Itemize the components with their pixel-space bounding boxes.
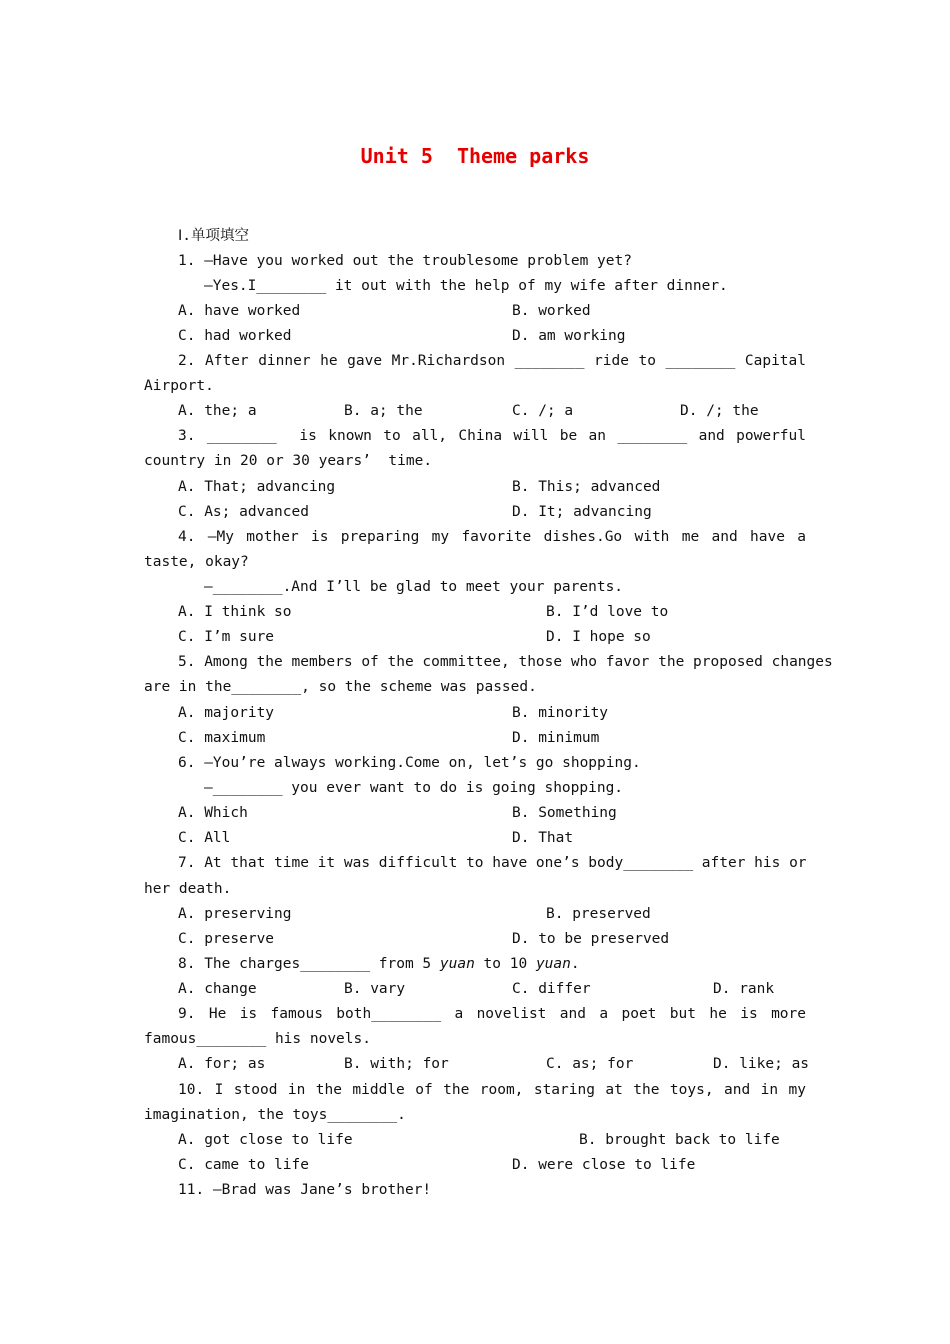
question-10-option-b: B. brought back to life (579, 1132, 780, 1148)
question-10-option-a: A. got close to life (178, 1132, 353, 1148)
page-title: Unit 5 Theme parks (360, 144, 590, 168)
question-1-reply: —Yes.I________ it out with the help of my wife after dinner. (204, 278, 728, 294)
question-4-option-c: C. I’m sure (178, 629, 275, 645)
question-9-option-c: C. as; for (546, 1056, 634, 1072)
question-2-option-b: B. a; the (344, 403, 423, 419)
question-7-option-c: C. preserve (178, 931, 275, 947)
question-1-option-d: D. am working (512, 328, 626, 344)
question-1-stem: 1. —Have you worked out the troublesome problem yet? (178, 253, 632, 269)
question-5-stem: 5. Among the members of the committee, those who favor the proposed changes (178, 654, 833, 670)
question-4-option-b: B. I’d love to (546, 604, 669, 620)
question-6-option-c: C. All (178, 830, 231, 846)
question-8-stem-part-3: . (570, 956, 580, 972)
question-8-option-b: B. vary (344, 981, 406, 997)
question-7-stem: 7. At that time it was difficult to have one’s body________ after his or (178, 855, 807, 871)
question-8-stem-part-2: to 10 (474, 956, 536, 972)
question-10-stem: 10. I stood in the middle of the room, staring at the toys, and in my (178, 1082, 806, 1098)
question-8-yuan-2: yuan (535, 956, 571, 972)
section-heading: Ⅰ.单项填空 (178, 228, 250, 244)
question-9-option-d: D. like; as (713, 1056, 810, 1072)
question-5-option-b: B. minority (512, 705, 609, 721)
question-8-stem (178, 954, 580, 974)
question-4-option-d: D. I hope so (546, 629, 651, 645)
question-11-stem: 11. —Brad was Jane’s brother! (178, 1182, 432, 1198)
question-4-option-a: A. I think so (178, 604, 292, 620)
question-6-option-b: B. Something (512, 805, 617, 821)
question-3-stem-continued: country in 20 or 30 years’ time. (144, 453, 433, 469)
question-7-option-a: A. preserving (178, 906, 292, 922)
question-7-option-d: D. to be preserved (512, 931, 670, 947)
question-1-option-b: B. worked (512, 303, 591, 319)
question-8-option-a: A. change (178, 981, 257, 997)
question-5-stem-continued: are in the________, so the scheme was passed. (144, 679, 537, 695)
question-3-option-d: D. It; advancing (512, 504, 652, 520)
question-3-option-c: C. As; advanced (178, 504, 309, 520)
question-9-stem-continued: famous________ his novels. (144, 1031, 371, 1047)
question-10-option-d: D. were close to life (512, 1157, 696, 1173)
question-3-option-b: B. This; advanced (512, 479, 661, 495)
question-2-option-d: D. /; the (680, 403, 759, 419)
question-1-option-a: A. have worked (178, 303, 301, 319)
question-4-reply: —________.And I’ll be glad to meet your parents. (204, 579, 624, 595)
question-5-option-d: D. minimum (512, 730, 600, 746)
question-2-option-a: A. the; a (178, 403, 257, 419)
question-9-option-a: A. for; as (178, 1056, 266, 1072)
question-6-reply: —________ you ever want to do is going shopping. (204, 780, 624, 796)
question-2-stem: 2. After dinner he gave Mr.Richardson ________ ride to ________ Capital (178, 353, 806, 369)
question-1-option-c: C. had worked (178, 328, 292, 344)
question-8-option-d: D. rank (713, 981, 775, 997)
question-6-option-a: A. Which (178, 805, 248, 821)
question-8-option-c: C. differ (512, 981, 591, 997)
question-5-option-c: C. maximum (178, 730, 266, 746)
question-6-stem: 6. —You’re always working.Come on, let’s go shopping. (178, 755, 641, 771)
question-9-stem: 9. He is famous both________ a novelist and a poet but he is more (178, 1006, 806, 1022)
question-5-option-a: A. majority (178, 705, 275, 721)
question-4-stem-continued: taste, okay? (144, 554, 249, 570)
question-2-option-c: C. /; a (512, 403, 574, 419)
question-10-option-c: C. came to life (178, 1157, 309, 1173)
question-3-stem: 3. ________ is known to all, China will be an ________ and powerful (178, 428, 806, 444)
question-7-stem-continued: her death. (144, 881, 232, 897)
question-6-option-d: D. That (512, 830, 574, 846)
question-9-option-b: B. with; for (344, 1056, 449, 1072)
question-4-stem: 4. —My mother is preparing my favorite dishes.Go with me and have a (178, 529, 806, 545)
question-7-option-b: B. preserved (546, 906, 651, 922)
question-8-stem-part-1: 8. The charges________ from 5 (178, 956, 440, 972)
question-8-yuan-1: yuan (439, 956, 475, 972)
question-2-stem-continued: Airport. (144, 378, 214, 394)
question-3-option-a: A. That; advancing (178, 479, 336, 495)
question-10-stem-continued: imagination, the toys________. (144, 1107, 406, 1123)
